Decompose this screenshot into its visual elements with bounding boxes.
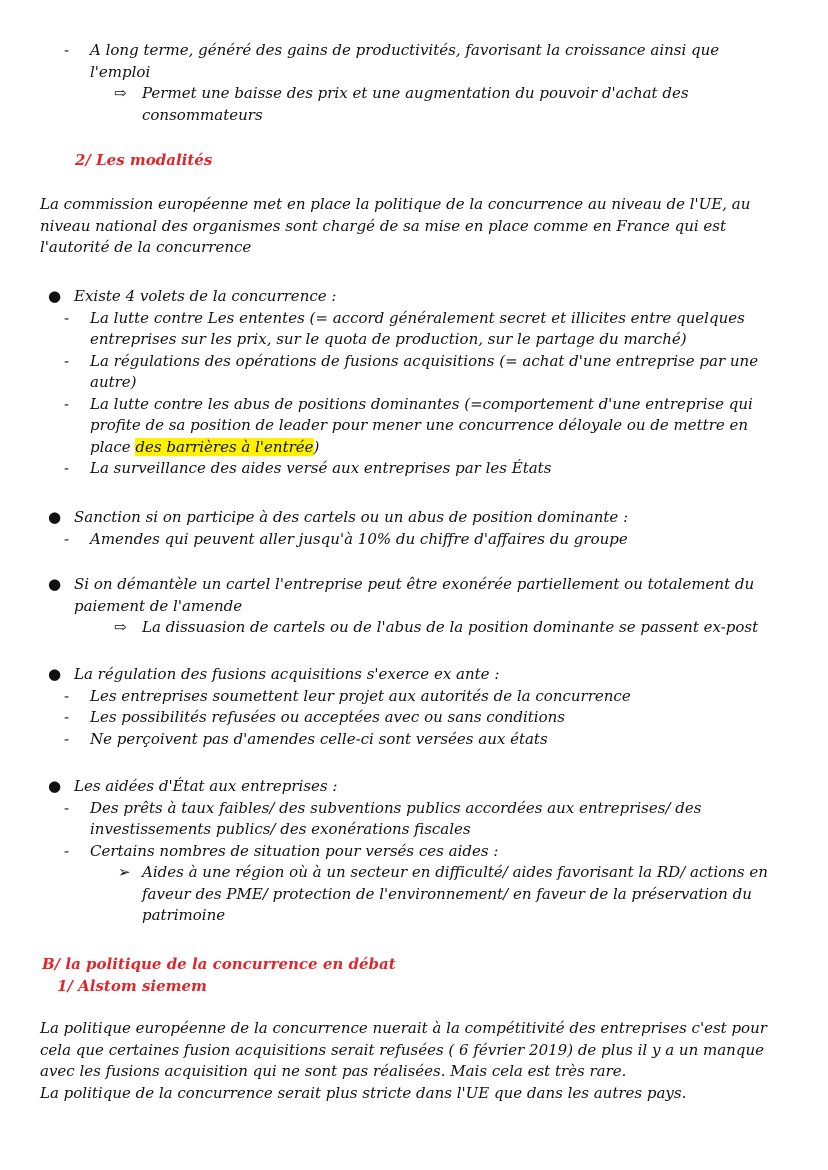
aides-title-row [0,776,828,798]
highlighted-text: des barrières à l'entrée [135,437,314,456]
para-line: cela que certaines fusion acquisitions serait refusées ( 6 février 2019) de plus il y a un manque [40,1040,764,1059]
bullet-icon: ● [48,508,62,526]
top-line-1: A long terme, généré des gains de productivités, favorisant la croissance ainsi que [90,41,720,59]
fusions-section [0,664,828,750]
cartel-arrow-text: La dissuasion de cartels ou de l'abus de la position dominante se passent ex-post [142,618,759,636]
dash-marker: - [64,394,70,413]
volets-item-3 [0,394,828,416]
sanction-title: Sanction si on participe à des cartels ou un abus de position dominante : [74,508,629,526]
top-arrow-line-1: Permet une baisse des prix et une augmentation du pouvoir d'achat des [142,84,689,102]
item-text: investissements publics/ des exonérations fiscales [90,820,471,838]
volets-title: Existe 4 volets de la concurrence : [74,287,337,305]
volets-item-3-end [0,437,828,459]
dash-marker: - [64,729,70,748]
volets-item-2 [0,351,828,373]
arrowhead-icon: ➢ [118,863,131,881]
item-text: profite de sa position de leader pour mener une concurrence déloyale ou de mettre en [90,416,749,434]
item-text: faveur des PME/ protection de l'environnement/ en faveur de la préservation du [142,884,752,903]
fusions-item-2 [0,707,828,729]
aides-section [0,776,828,927]
item-text: La lutte contre Les ententes (= accord généralement secret et illicites entre quelques [90,308,745,327]
item-text: Certains nombres de situation pour versés ces aides : [90,841,499,860]
dash-marker: - [64,308,70,327]
item-text: Amendes qui peuvent aller jusqu'à 10% du chiffre d'affaires du groupe [90,529,628,548]
top-line-2: l'emploi [90,62,151,81]
dash-marker: - [64,529,70,548]
debat-headings [0,954,828,997]
item-text: La lutte contre les abus de positions dominantes (=comportement d'une entreprise qui [90,394,753,413]
item-text: Les possibilités refusées ou acceptées avec ou sans conditions [90,708,565,726]
para-line: niveau national des organismes sont chargé de sa mise en place comme en France qui est [40,216,727,235]
item-text: La surveillance des aides versé aux entreprises par les États [90,459,552,477]
aides-title: Les aidées d'État aux entreprises : [74,777,338,795]
cartel-title-row [0,574,828,596]
arrow-icon: ⇨ [114,84,127,102]
bullet-icon: ● [48,575,62,593]
aides-item-2 [0,841,828,863]
cartel-line-2: paiement de l'amende [74,596,243,615]
debat-heading: B/ la politique de la concurrence en débat [42,955,396,973]
top-section [0,40,828,126]
arrow-icon: ⇨ [114,618,127,636]
volets-item-4 [0,458,828,480]
item-text: Les entreprises soumettent leur projet aux autorités de la concurrence [90,686,631,705]
top-arrow-item [0,83,828,105]
item-text: entreprises sur les prix, sur le quota de production, sur le partage du marché) [90,330,687,348]
sanction-item [0,529,828,551]
dash-marker: - [64,798,70,817]
sanction-section [0,507,828,550]
para-line: La politique européenne de la concurrence nuerait à la compétitivité des entreprises c'est pour [40,1019,767,1037]
item-text: autre) [90,373,137,391]
item-text: Ne perçoivent pas d'amendes celle-ci sont versées aux états [90,729,548,748]
item-text: Des prêts à taux faibles/ des subventions publics accordées aux entreprises/ des [90,798,702,817]
bullet-icon: ● [48,287,62,305]
cartel-line-1: Si on démantèle un cartel l'entreprise peut être exonérée partiellement ou totalement du [74,575,755,593]
top-item [0,40,828,62]
fusions-item-1 [0,686,828,708]
volets-item-1 [0,308,828,330]
item-text: Aides à une région où à un secteur en difficulté/ aides favorisant la RD/ actions en [142,863,768,881]
aides-item-1 [0,798,828,820]
dash-marker: - [64,351,70,370]
item-text: place [90,437,136,456]
fusions-title: La régulation des fusions acquisitions s'exerce ex ante : [74,665,500,683]
bullet-icon: ● [48,665,62,683]
item-text: ) [313,437,320,456]
aides-sub-item [0,862,828,884]
fusions-title-row [0,664,828,686]
bullet-icon: ● [48,777,62,795]
cartel-section [0,574,828,639]
para-line: l'autorité de la concurrence [40,238,252,256]
dash-marker: - [64,708,70,726]
volets-section [0,286,828,480]
item-text: patrimoine [142,906,226,924]
top-arrow-line-2: consommateurs [142,105,263,124]
dash-marker: - [64,841,70,860]
dash-marker: - [64,686,70,705]
fusions-item-3 [0,729,828,751]
item-text: La régulations des opérations de fusions acquisitions (= achat d'une entreprise par une [90,351,759,370]
dash-marker: - [64,459,70,477]
modalites-heading: 2/ Les modalités [75,151,213,169]
modalites-heading-wrap [0,150,828,172]
modalites-paragraph [0,194,828,259]
debat-paragraph [0,1018,828,1104]
dash-marker: - [64,41,70,59]
para-line: La politique de la concurrence serait plus stricte dans l'UE que dans les autres pays. [40,1083,687,1102]
para-line: avec les fusions acquisition qui ne sont pas réalisées. Mais cela est très rare. [40,1062,627,1080]
cartel-arrow-item [0,617,828,639]
para-line: La commission européenne met en place la politique de la concurrence au niveau de l'UE, au [40,195,751,213]
debat-subheading: 1/ Alstom siemem [57,976,207,995]
sanction-title-row [0,507,828,529]
volets-title-row [0,286,828,308]
